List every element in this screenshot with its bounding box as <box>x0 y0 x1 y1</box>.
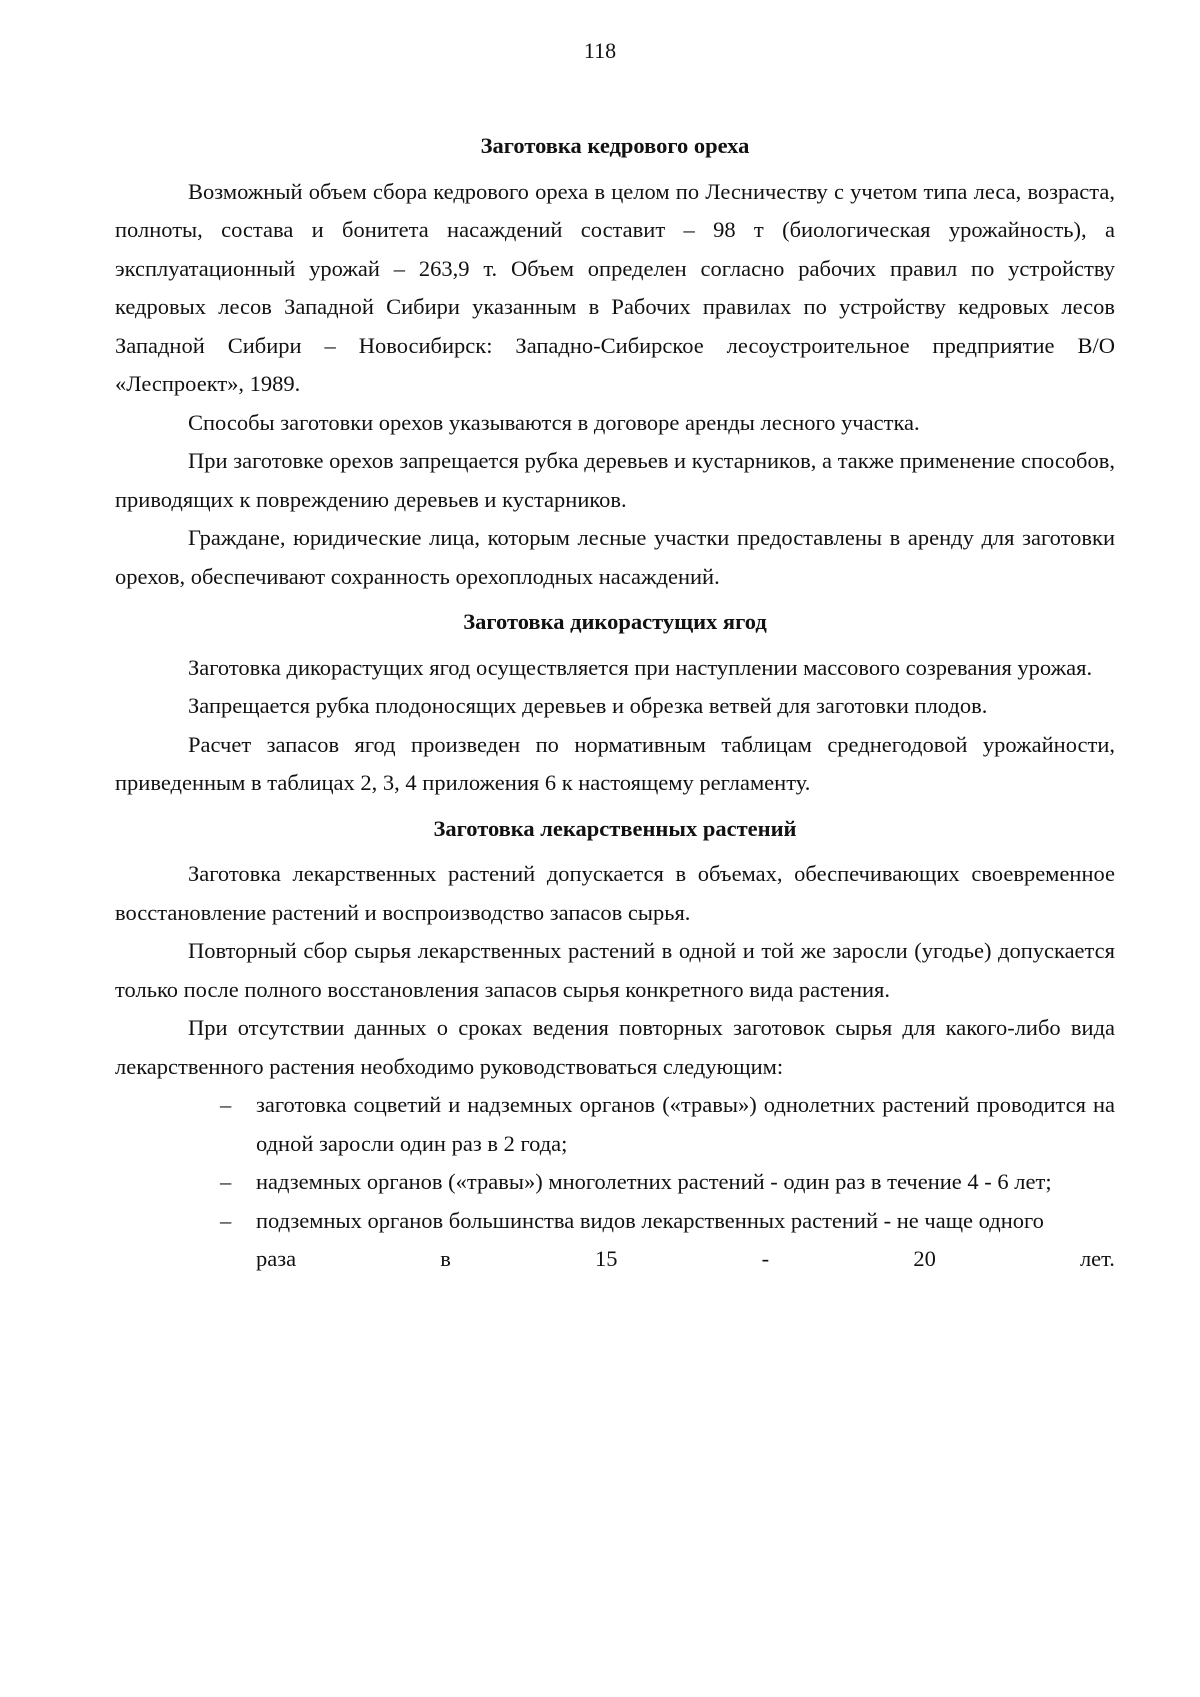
list-item <box>220 1202 1115 1279</box>
bullet-list <box>115 1086 1115 1279</box>
list-item-text: подземных органов большинства видов лекарственных растений - не чаще одного <box>256 1207 1044 1233</box>
paragraph: Способы заготовки орехов указываются в договоре аренды лесного участка. <box>188 409 920 435</box>
word: 15 <box>595 1246 618 1271</box>
word: в <box>440 1246 451 1271</box>
paragraph: Повторный сбор сырья лекарственных растений в одной и той же заросли (угодье) допускается только после полного восстановления запасов сырья конкретного вида растения. <box>115 938 1115 1002</box>
section-title-wild-berries: Заготовка дикорастущих ягод <box>463 609 767 634</box>
list-item <box>220 1163 1115 1202</box>
paragraph: Заготовка дикорастущих ягод осуществляется при наступлении массового созревания урожая. <box>188 654 1093 680</box>
word: раза <box>256 1246 297 1271</box>
list-item-last-line <box>256 1240 1115 1279</box>
section-title-cedar-nut: Заготовка кедрового ореха <box>480 133 750 158</box>
page-content <box>115 127 1115 1279</box>
bullet-dash: – <box>220 1092 232 1117</box>
page-number: 118 <box>583 38 617 63</box>
bullet-dash: – <box>220 1207 232 1233</box>
paragraph: При отсутствии данных о сроках ведения повторных заготовок сырья для какого-либо вида лекарственного растения необходимо руководствоваться следующим: <box>115 1015 1115 1079</box>
paragraph: Заготовка лекарственных растений допускается в объемах, обеспечивающих своевременное восстановление растений и воспроизводство запасов сырья. <box>115 861 1115 925</box>
paragraph: Граждане, юридические лица, которым лесные участки предоставлены в аренду для заготовки орехов, обеспечивают сохранность орехоплодных насаждений. <box>115 525 1115 589</box>
paragraph: Возможный объем сбора кедрового ореха в целом по Лесничеству с учетом типа леса, возраста, полноты, состава и бонитета насаждений составит – 98 т (биологическая урожайность), а эксплуатационный урожай – 263,9 т. Объем определен согласно рабочих правил по устройству кедровых лесов Западной Сибири указанным в Рабочих правилах по устройству кедровых лесов Западной Сибири – Новосибирск: Западно-Сибирское лесоустроительное предприятие В/О «Леспроект», 1989. <box>115 178 1115 396</box>
section-title-medicinal-plants: Заготовка лекарственных растений <box>433 815 797 841</box>
list-item <box>220 1086 1115 1163</box>
bullet-dash: – <box>220 1169 232 1194</box>
list-item-text: заготовка соцветий и надземных органов («травы») однолетних растений проводится на одной заросли один раз в 2 года; <box>256 1092 1115 1156</box>
paragraph: Расчет запасов ягод произведен по нормативным таблицам среднегодовой урожайности, приведенным в таблицах 2, 3, 4 приложения 6 к настоящему регламенту. <box>115 731 1115 795</box>
paragraph: Запрещается рубка плодоносящих деревьев и обрезка ветвей для заготовки плодов. <box>188 693 988 718</box>
paragraph: При заготовке орехов запрещается рубка деревьев и кустарников, а также применение способов, приводящих к повреждению деревьев и кустарников. <box>115 448 1115 512</box>
word: 20 <box>913 1246 936 1271</box>
word: лет. <box>1079 1246 1115 1271</box>
list-item-text: надземных органов («травы») многолетних растений - один раз в течение 4 - 6 лет; <box>256 1169 1052 1194</box>
word: - <box>761 1246 770 1271</box>
